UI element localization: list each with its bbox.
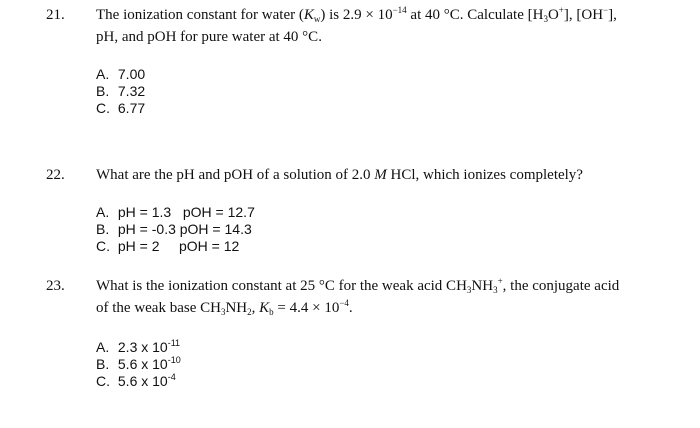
question-number: 23. [46, 278, 65, 294]
question-stem [96, 4, 686, 48]
stem-line-1: The ionization constant for water $(K_w)$ is $2.9 \times 10^{-14}$ at 40 °C. Calculate $[H_3O^+]$, [OH−], [96, 5, 617, 24]
option-a[interactable]: A. 2.3 x $10^{-11}$ [96, 338, 181, 355]
option-b[interactable]: B. 5.6 x $10^{-10}$ [96, 355, 181, 372]
option-c[interactable]: C. 5.6 x $10^{-4}$ [96, 372, 176, 389]
option-b[interactable]: B. 7.32 [96, 83, 146, 99]
question-number: 22. [46, 167, 65, 183]
stem-line-2: pH, and pOH for pure water at 40 °C. [96, 29, 322, 45]
option-c[interactable]: C. 6.77 [96, 100, 146, 116]
question-stem [96, 275, 686, 319]
option-a[interactable]: A. pH = 1.3 pOH = 12.7 [96, 204, 255, 220]
answer-options [96, 66, 145, 117]
stem-line-1: What is the ionization constant at 25 °C for the weak acid $CH_3NH_3^+$, the conjugate acid [96, 276, 620, 295]
answer-options [96, 204, 255, 255]
answer-options [96, 339, 181, 390]
stem-line-2: of the weak base $CH_3NH_2$, $K_b = 4.4 \times 10^{-4}$. [96, 298, 353, 317]
question-stem: What are the pH and pOH of a solution of 2.0 M HCl, which ionizes completely? [96, 167, 583, 183]
question-number: 21. [46, 7, 65, 23]
option-b[interactable]: B. pH = -0.3 pOH = 14.3 [96, 221, 252, 237]
option-a[interactable]: A. 7.00 [96, 66, 146, 82]
option-c[interactable]: C. pH = 2 pOH = 12 [96, 238, 240, 254]
